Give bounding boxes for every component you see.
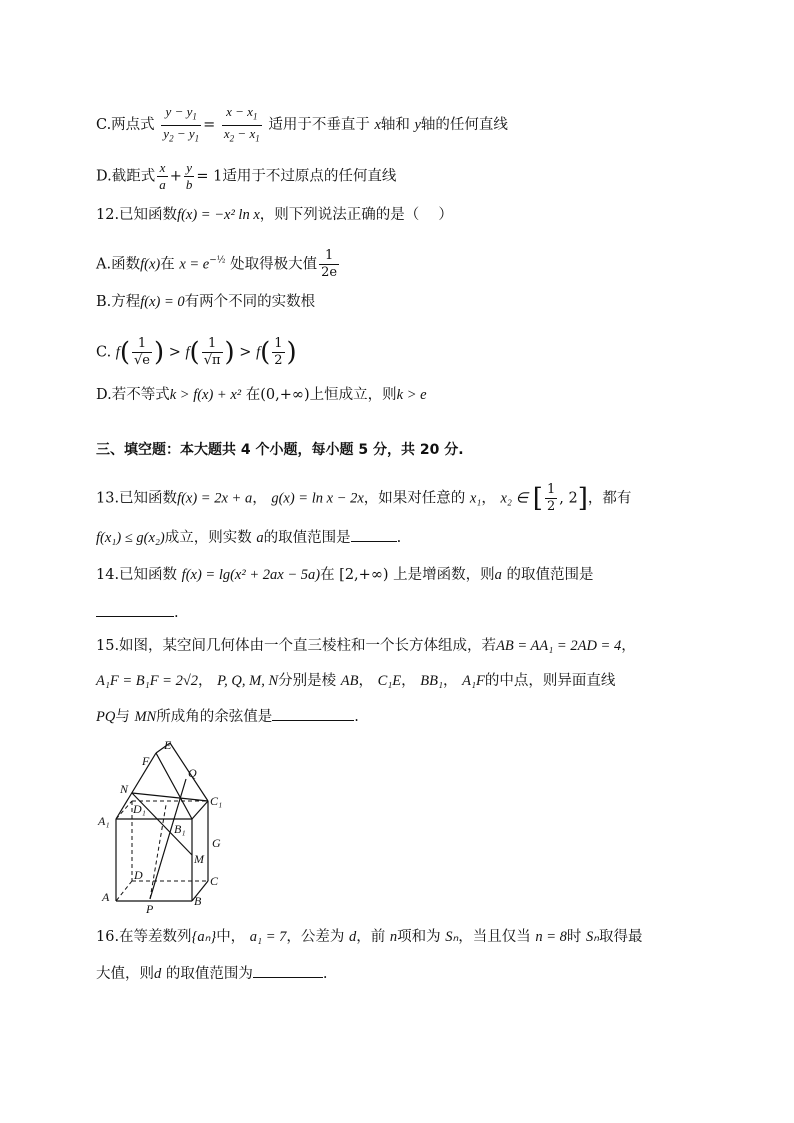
- q12d-ineq: k > f(x) + x²: [169, 387, 242, 403]
- q13-c: ，如果对任意的: [363, 490, 466, 507]
- q15-l2-b: 分别是棱: [278, 673, 337, 689]
- q12-stem: [96, 205, 453, 225]
- label-M: M: [194, 852, 204, 866]
- q16-i: 取得最: [599, 929, 643, 945]
- q15-l1-eq: AB = AA₁ = 2AD = 4: [496, 638, 622, 654]
- q16-period: .: [322, 966, 328, 982]
- q16-n: n: [389, 929, 398, 945]
- q12-option-b: [96, 292, 315, 312]
- q14-line2: [96, 602, 179, 623]
- q16-a: 16.在等差数列: [96, 929, 192, 945]
- q15-l1-end: ，: [621, 638, 636, 654]
- label-C1: C₁: [210, 794, 223, 808]
- q13-e: ，都有: [587, 490, 632, 507]
- q15-e3: BB₁: [420, 673, 444, 689]
- q13-l2b: 的取值范围是: [263, 530, 351, 546]
- q16-d: d: [348, 929, 357, 945]
- q13-b: ，: [252, 490, 267, 507]
- q12-stem-a: 12.已知函数: [96, 207, 178, 223]
- intercept-y-fraction: $\frac{y}{b}$: [185, 160, 193, 192]
- q11c-end: 轴的任何直线: [420, 117, 508, 134]
- q15-e2: C₁E: [377, 673, 402, 689]
- q13-line2: [96, 527, 401, 548]
- q15-line2: [96, 671, 615, 691]
- q14-b: 在: [320, 567, 335, 583]
- label-G: G: [212, 836, 221, 850]
- q12a-exp: −½: [209, 255, 226, 266]
- q12c-frac2: $\frac{1}{√\pi}$: [203, 336, 221, 368]
- q15-g: 的中点，则异面直线: [484, 673, 616, 689]
- label-B1: B₁: [174, 822, 186, 836]
- section-3-heading: 三、填空题：本大题共 4 个小题，每小题 5 分，共 20 分.: [96, 442, 464, 458]
- q11c-y: y: [414, 117, 421, 134]
- label-D: D: [134, 868, 143, 882]
- q12d-c: 上恒成立，则: [309, 387, 397, 403]
- answer-blank[interactable]: [351, 527, 397, 542]
- q15-l2-a: ，: [198, 673, 213, 689]
- q12a-b: 在: [160, 256, 175, 273]
- q15-e4: A₁F: [462, 673, 485, 689]
- q12d-b: 在: [245, 387, 261, 403]
- q14-c: 上是增函数，则: [393, 567, 495, 583]
- q12-option-c: C. f( $\frac{1}{√e}$ ) > f( $\frac{1}{√\pi}$ ) > f( $\frac{1}{2}$ ): [96, 336, 297, 368]
- q12-stem-b: ，则下列说法正确的是（ ）: [259, 207, 453, 223]
- q13-var: a: [256, 530, 264, 546]
- q16-n8: n = 8: [535, 929, 567, 945]
- q16-e: ，前: [356, 929, 386, 945]
- q12-option-d: [96, 385, 427, 405]
- label-D1: D₁: [133, 802, 146, 816]
- q16-line1: [96, 927, 643, 947]
- max-value-fraction: [319, 248, 339, 281]
- q13-d: ，: [481, 490, 496, 507]
- q12c-frac3: $\frac{1}{2}$: [274, 336, 283, 368]
- two-point-lhs-fraction: $\frac{y - y_1}{y_2 - y_1}$: [163, 104, 200, 144]
- q16-sn2: Sₙ: [586, 929, 600, 945]
- two-point-rhs-fraction: $\frac{x - x_1}{x_2 - x_1}$: [223, 104, 260, 144]
- q16-f: 项和为: [397, 929, 441, 945]
- q15-l3-b: 所成角的余弦值是: [156, 709, 273, 725]
- geometry-figure: [96, 735, 236, 915]
- q13-a: 13.已知函数: [96, 490, 178, 507]
- q13-x2: x₂ ∈: [500, 490, 529, 507]
- q11d-text: 适用于不过原点的任何直线: [222, 168, 397, 185]
- q11d-label: D.截距式: [96, 168, 156, 185]
- q12a-fx: f(x): [140, 256, 161, 273]
- q15-l3-a: 与: [115, 709, 130, 725]
- q11c-mid: 轴和: [380, 117, 410, 134]
- q16-l2b: 的取值范围为: [165, 966, 253, 982]
- q15-c: ，: [358, 673, 373, 689]
- q15-line1: [96, 636, 636, 656]
- q15-l2-eq: A₁F = B₁F = 2√2: [96, 673, 199, 689]
- answer-blank[interactable]: [272, 706, 354, 721]
- q12a-x: x = e: [179, 256, 210, 273]
- q12b-b: 有两个不同的实数根: [184, 294, 316, 310]
- q11-option-c: C.两点式 $\frac{y - y_1}{y_2 - y_1}$ = $\frac{x - x_1}{x_2 - x_1}$ 适用于不垂直于 x轴和 y轴的任何直线: [96, 104, 508, 146]
- q15-d: ，: [401, 673, 416, 689]
- q16-seq: {aₙ}: [191, 929, 217, 945]
- q12a-num: 1: [319, 248, 339, 265]
- q15-mn: MN: [134, 709, 157, 725]
- label-N: N: [120, 782, 129, 796]
- q13-f: f(x) = 2x + a: [177, 490, 253, 507]
- label-Q: Q: [188, 766, 197, 780]
- answer-blank[interactable]: [96, 602, 174, 617]
- label-A1: A₁: [98, 814, 110, 828]
- q13-l2a: 成立，则实数: [164, 530, 252, 546]
- q11c-text: 适用于不垂直于: [268, 117, 370, 134]
- q11d-eq: = 1: [196, 168, 223, 185]
- q12d-int: (0,+∞): [260, 387, 310, 403]
- q12c-label: C.: [96, 344, 112, 361]
- label-A: A: [102, 890, 110, 904]
- q12a-a: A.函数: [96, 256, 141, 273]
- q15-line3: [96, 706, 359, 727]
- q13-interval-frac: $\frac{1}{2}$: [546, 482, 556, 514]
- q12a-den: 2e: [321, 265, 338, 280]
- q14-period: .: [174, 605, 179, 621]
- q12-func: f(x) = −x² ln x: [177, 207, 260, 223]
- answer-blank[interactable]: [253, 963, 323, 978]
- q12c-frac1: $\frac{1}{√e}$: [133, 336, 150, 368]
- intercept-x-fraction: $\frac{x}{a}$: [159, 160, 166, 192]
- q15-pq: PQ: [96, 709, 116, 725]
- q16-b: 中，: [216, 929, 246, 945]
- q12d-a: D.若不等式: [96, 387, 170, 403]
- q11c-x: x: [374, 117, 381, 134]
- q11-option-d: D.截距式 $\frac{x}{a}$ + $\frac{y}{b}$ = 1适用于不过原点的任何直线: [96, 160, 397, 192]
- q16-sn: Sₙ: [445, 929, 459, 945]
- q15-e1: AB: [340, 673, 359, 689]
- q13-period: .: [396, 530, 402, 546]
- q16-l2a: 大值，则: [96, 966, 154, 982]
- q13-g: g(x) = ln x − 2x: [271, 490, 364, 507]
- q15-f: ，: [443, 673, 458, 689]
- q12d-res: k > e: [396, 387, 427, 403]
- q16-c: ，公差为: [286, 929, 345, 945]
- label-P: P: [146, 902, 154, 915]
- q11c-label: C.两点式: [96, 117, 155, 134]
- q15-period: .: [354, 709, 359, 725]
- q12-option-a: [96, 248, 341, 281]
- q14-int: [2,+∞): [339, 567, 389, 583]
- label-E: E: [164, 738, 172, 752]
- q13-line1: 13.已知函数f(x) = 2x + a， g(x) = ln x − 2x，如果对任意的 x₁， x₂ ∈ [ $\frac{1}{2}$ , 2]，都有: [96, 482, 632, 514]
- q14-var: a: [494, 567, 502, 583]
- q16-line2: [96, 963, 327, 984]
- q16-a1: a₁ = 7: [249, 929, 287, 945]
- q16-g: ，当且仅当: [458, 929, 531, 945]
- q12a-c: 处取得极大值: [230, 256, 318, 273]
- q12b-eq: f(x) = 0: [140, 294, 185, 310]
- label-F: F: [142, 754, 150, 768]
- q14-d: 的取值范围是: [506, 567, 594, 583]
- q13-x1: x₁: [469, 490, 482, 507]
- label-B: B: [194, 894, 202, 908]
- q13-ineq: f(x₁) ≤ g(x₂): [96, 530, 165, 546]
- q16-l2d: d: [154, 966, 162, 982]
- label-C: C: [210, 874, 219, 888]
- q15-l1: 15.如图，某空间几何体由一个直三棱柱和一个长方体组成，若: [96, 638, 497, 654]
- q14-line1: [96, 565, 594, 585]
- q15-l2-pts: P, Q, M, N: [217, 673, 279, 689]
- q16-h: 时: [566, 929, 582, 945]
- q12b-a: B.方程: [96, 294, 141, 310]
- q14-f: f(x) = lg(x² + 2ax − 5a): [181, 567, 321, 583]
- q14-a: 14.已知函数: [96, 567, 178, 583]
